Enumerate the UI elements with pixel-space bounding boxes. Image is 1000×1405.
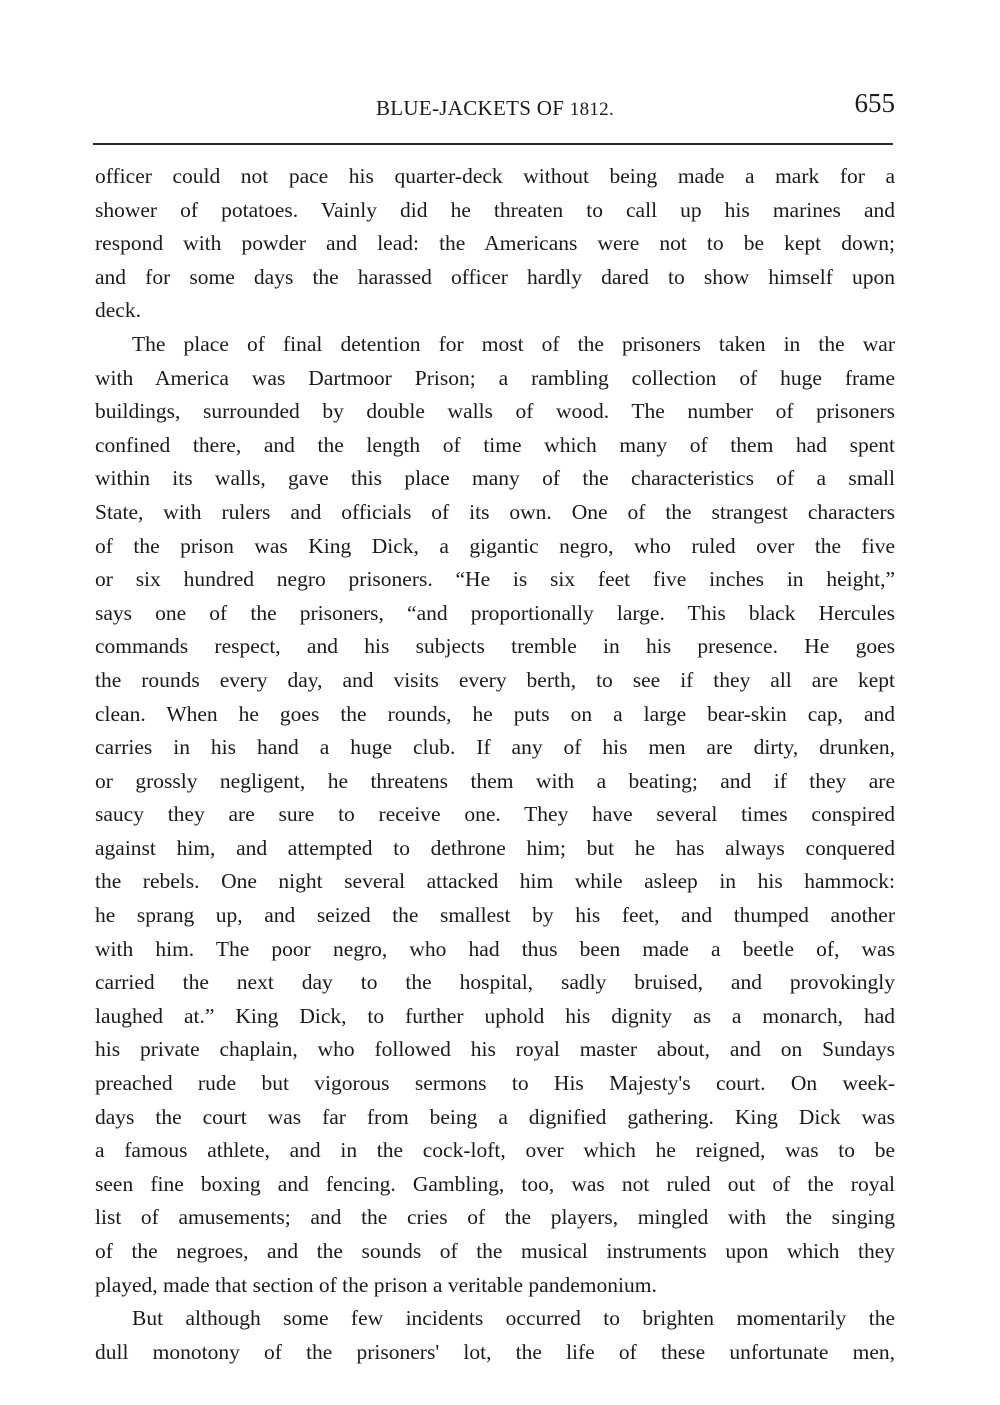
text-line: within its walls, gave this place many of the characteristics of a small (95, 466, 895, 491)
text-line: shower of potatoes. Vainly did he threaten to call up his marines and (95, 197, 895, 222)
text-line: officer could not pace his quarter-deck without being made a mark for a (95, 164, 895, 188)
page-number: 655 (854, 88, 895, 118)
text-line: with him. The poor negro, who had thus been made a beetle of, was (95, 936, 895, 961)
text-line: dull monotony of the prisoners' lot, the life of these unfortunate men, (95, 1339, 895, 1364)
text-line: But although some few incidents occurred to brighten momentarily the (132, 1306, 895, 1331)
text-line: list of amusements; and the cries of the players, mingled with the singing (95, 1205, 895, 1230)
text-line: his private chaplain, who followed his royal master about, and on Sundays (95, 1037, 895, 1062)
page-header (93, 88, 897, 128)
text-line: clean. When he goes the rounds, he puts on a large bear-skin cap, and (95, 701, 895, 726)
text-line: respond with powder and lead: the Americans were not to be kept down; (95, 231, 895, 256)
text-line: against him, and attempted to dethrone him; but he has always conquered (95, 835, 895, 860)
text-line: of the prison was King Dick, a gigantic negro, who ruled over the five (95, 533, 895, 558)
text-line: State, with rulers and officials of its own. One of the strangest characters (95, 499, 895, 524)
text-line: carried the next day to the hospital, sadly bruised, and provokingly (95, 970, 895, 995)
paragraph-3 (95, 1302, 895, 1369)
text-line: laughed at.” King Dick, to further uphold his dignity as a monarch, had (95, 1003, 895, 1028)
body-text (95, 160, 895, 1369)
text-line: carries in his hand a huge club. If any of his men are dirty, drunken, (95, 735, 895, 760)
text-line: says one of the prisoners, “and proportionally large. This black Hercules (95, 600, 895, 625)
text-line: deck. (95, 298, 141, 323)
text-line: confined there, and the length of time which many of them had spent (95, 432, 895, 457)
text-line: of the negroes, and the sounds of the musical instruments upon which they (95, 1239, 895, 1263)
text-line: he sprang up, and seized the smallest by his feet, and thumped another (95, 903, 895, 928)
paragraph-1 (95, 160, 895, 328)
text-line: with America was Dartmoor Prison; a rambling collection of huge frame (95, 365, 895, 390)
text-line: a famous athlete, and in the cock-loft, over which he reigned, was to be (95, 1138, 895, 1163)
running-title-year: 1812. (569, 99, 615, 120)
text-line: The place of final detention for most of the prisoners taken in the war (132, 331, 895, 356)
paragraph-2 (95, 328, 895, 1302)
text-line: buildings, surrounded by double walls of wood. The number of prisoners (95, 399, 895, 424)
text-line: preached rude but vigorous sermons to His Majesty's court. On week- (95, 1071, 895, 1096)
text-line: commands respect, and his subjects tremble in his presence. He goes (95, 634, 895, 659)
text-line: and for some days the harassed officer hardly dared to show himself upon (95, 264, 895, 289)
header-rule (93, 143, 893, 145)
text-line: played, made that section of the prison a veritable pandemonium. (95, 1272, 657, 1297)
text-line: seen fine boxing and fencing. Gambling, too, was not ruled out of the royal (95, 1171, 895, 1196)
text-line: or six hundred negro prisoners. “He is six feet five inches in height,” (95, 567, 895, 592)
text-line: or grossly negligent, he threatens them with a beating; and if they are (95, 768, 895, 793)
running-title-text: BLUE-JACKETS OF (375, 96, 565, 120)
running-title (93, 96, 897, 121)
text-line: days the court was far from being a dignified gathering. King Dick was (95, 1104, 895, 1129)
text-line: saucy they are sure to receive one. They have several times conspired (95, 802, 895, 827)
text-line: the rebels. One night several attacked him while asleep in his hammock: (95, 869, 895, 894)
text-line: the rounds every day, and visits every berth, to see if they all are kept (95, 667, 895, 692)
